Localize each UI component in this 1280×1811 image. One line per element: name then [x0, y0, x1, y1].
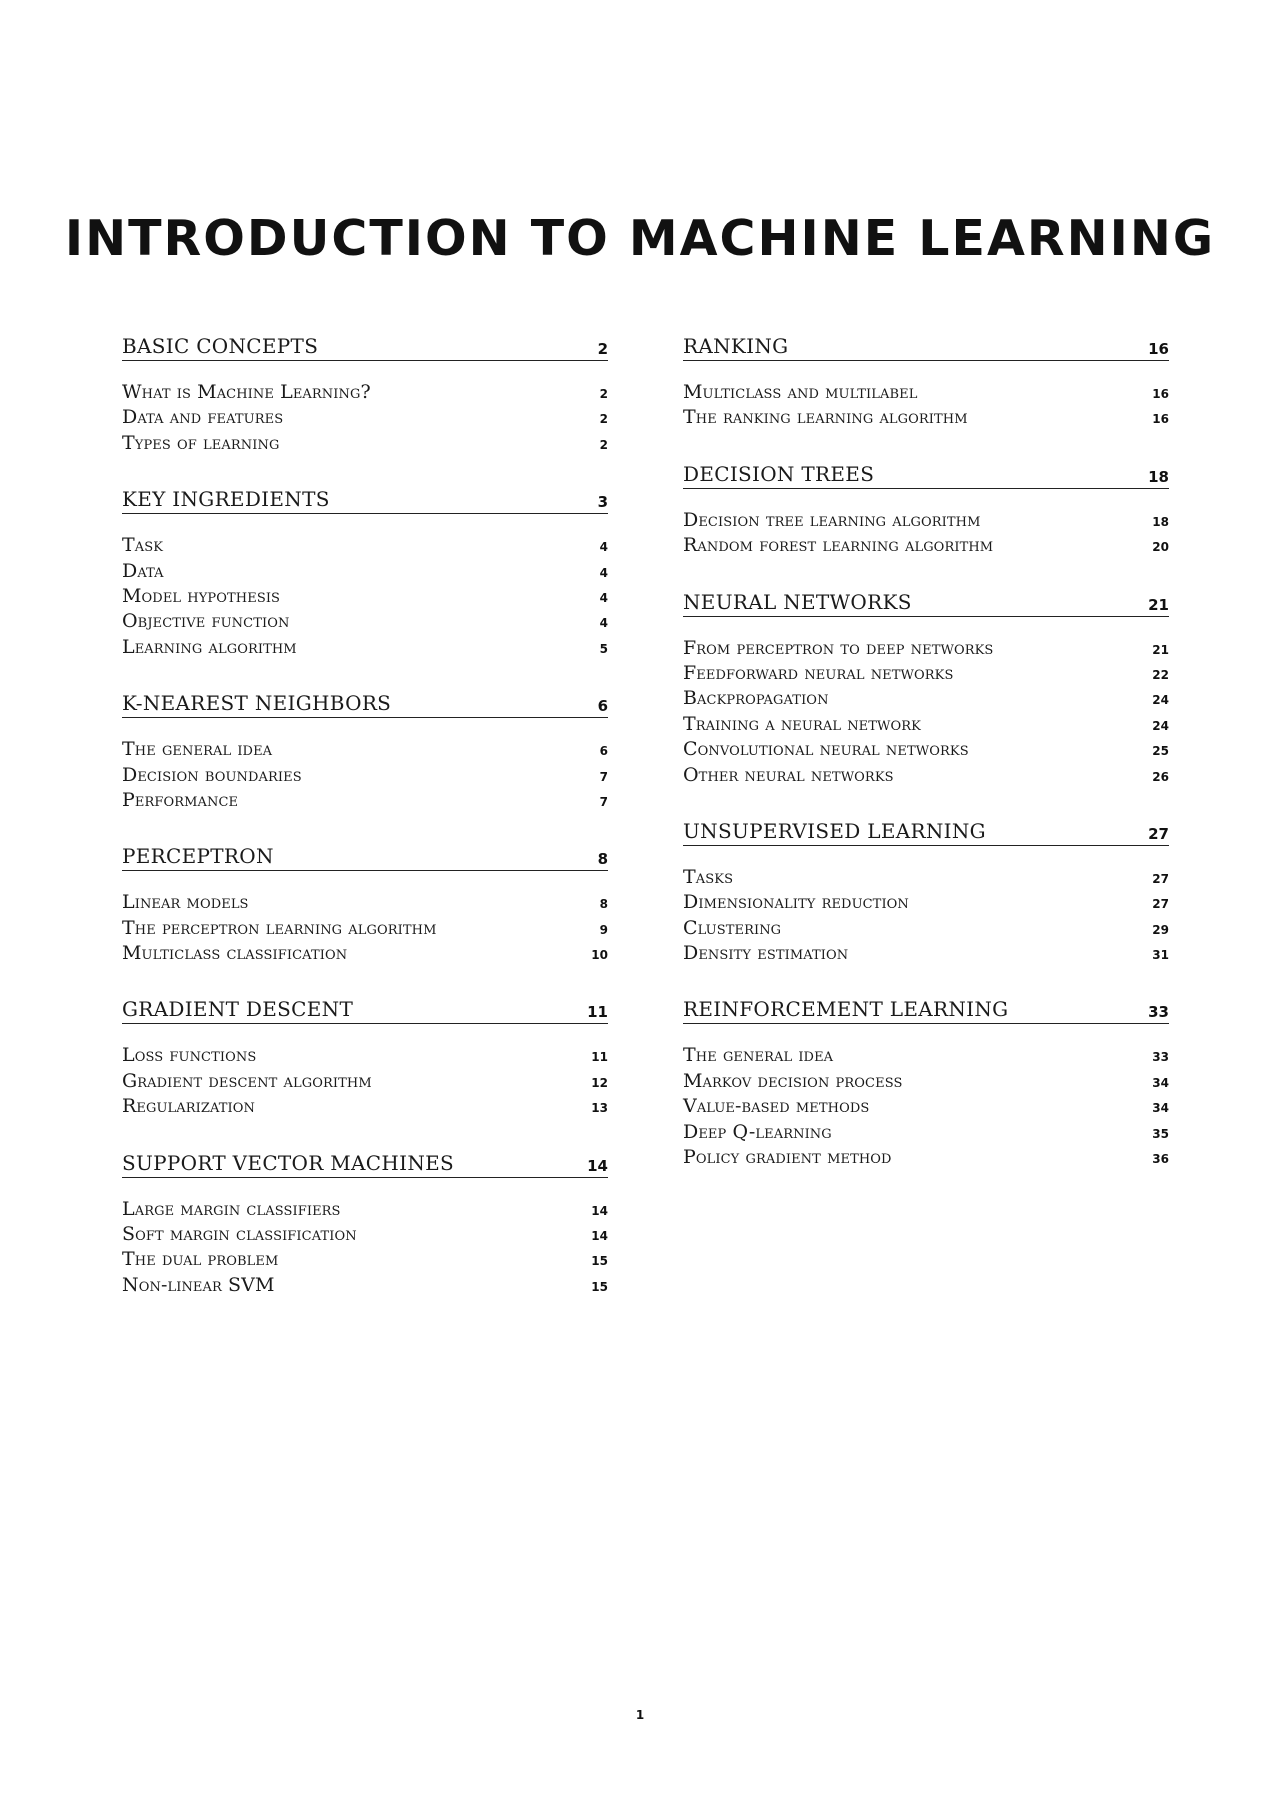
entry-title: Decision boundaries [122, 763, 302, 786]
entry-title: Non-linear SVM [122, 1273, 275, 1296]
section-heading[interactable] [122, 1143, 608, 1178]
entry-page-number: 15 [591, 1279, 608, 1294]
entry-page-number: 7 [599, 794, 608, 809]
section-heading[interactable] [122, 836, 608, 871]
entry-title: Markov decision process [683, 1069, 903, 1092]
section-title: BASIC CONCEPTS [122, 334, 319, 358]
section-title: KEY INGREDIENTS [122, 487, 330, 512]
entry-page-number: 27 [1152, 871, 1169, 886]
toc-entry[interactable] [122, 891, 608, 916]
page-title: INTRODUCTION TO MACHINE LEARNING [64, 209, 1216, 267]
entry-page-number: 24 [1152, 693, 1169, 708]
entry-page-number: 8 [599, 897, 608, 912]
section-heading[interactable] [122, 479, 608, 514]
entry-title: Large margin classifiers [122, 1197, 341, 1220]
entry-title: Linear models [122, 891, 249, 914]
entry-title: Soft margin classification [122, 1223, 357, 1246]
toc-entry[interactable] [683, 381, 1169, 406]
toc-entry[interactable] [122, 1044, 608, 1069]
toc-entry[interactable] [683, 662, 1169, 687]
toc-section [122, 326, 608, 457]
entry-title: Random forest learning algorithm [683, 534, 994, 557]
toc-entry[interactable] [122, 534, 608, 559]
entry-page-number: 24 [1152, 718, 1169, 733]
section-heading[interactable] [122, 326, 608, 361]
entry-page-number: 4 [599, 565, 608, 580]
section-page-number: 3 [597, 493, 608, 512]
section-page-number: 14 [587, 1156, 608, 1175]
entry-title: Task [122, 534, 164, 557]
entry-page-number: 26 [1152, 769, 1169, 784]
section-page-number: 21 [1148, 595, 1169, 614]
entry-page-number: 5 [599, 641, 608, 656]
section-heading[interactable] [122, 683, 608, 718]
section-title: REINFORCEMENT LEARNING [683, 997, 1009, 1022]
toc-entry[interactable] [683, 406, 1169, 431]
toc-entry[interactable] [122, 585, 608, 610]
toc-entry[interactable] [683, 1095, 1169, 1120]
entry-page-number: 4 [599, 540, 608, 555]
entry-title: Clustering [683, 916, 782, 939]
entry-title: Decision tree learning algorithm [683, 508, 981, 531]
entry-title: The general idea [683, 1044, 834, 1067]
entry-title: Tasks [683, 865, 734, 888]
entry-title: Data and features [122, 406, 284, 429]
toc-entry[interactable] [122, 381, 608, 406]
section-page-number: 16 [1148, 340, 1169, 358]
toc-section [683, 811, 1169, 968]
section-page-number: 2 [597, 340, 608, 358]
entry-page-number: 20 [1152, 540, 1169, 555]
toc-column-right [683, 326, 1169, 1193]
toc-entry[interactable] [122, 1248, 608, 1273]
entry-title: The dual problem [122, 1248, 279, 1271]
toc-entry[interactable] [683, 509, 1169, 534]
section-page-number: 8 [597, 850, 608, 869]
toc-entry[interactable] [683, 866, 1169, 891]
entry-page-number: 29 [1152, 922, 1169, 937]
entry-title: Dimensionality reduction [683, 891, 909, 914]
entry-page-number: 27 [1152, 897, 1169, 912]
toc-entry[interactable] [683, 738, 1169, 763]
entry-page-number: 16 [1152, 387, 1169, 401]
toc-entry[interactable] [683, 1070, 1169, 1095]
entry-title: Policy gradient method [683, 1146, 892, 1169]
entry-title: Learning algorithm [122, 635, 297, 658]
entry-title: Types of learning [122, 431, 280, 454]
entry-page-number: 13 [591, 1101, 608, 1116]
toc-entry[interactable] [683, 534, 1169, 559]
toc-section [683, 454, 1169, 560]
section-heading[interactable] [122, 989, 608, 1024]
entry-page-number: 34 [1152, 1075, 1169, 1090]
toc-entry[interactable] [683, 942, 1169, 967]
entry-title: Feedforward neural networks [683, 661, 954, 684]
toc-section [122, 683, 608, 814]
section-title: NEURAL NETWORKS [683, 589, 912, 614]
toc-entry[interactable] [122, 917, 608, 942]
toc-entry[interactable] [683, 1121, 1169, 1146]
entry-page-number: 11 [591, 1050, 608, 1065]
section-page-number: 18 [1148, 467, 1169, 486]
toc-entry[interactable] [122, 1095, 608, 1120]
entry-title: Regularization [122, 1095, 256, 1118]
toc-entry[interactable] [122, 406, 608, 431]
entry-page-number: 4 [599, 590, 608, 605]
entry-title: Density estimation [683, 942, 849, 965]
entry-page-number: 14 [591, 1229, 608, 1244]
entry-title: Other neural networks [683, 763, 894, 786]
section-title: RANKING [683, 334, 789, 358]
toc-entry[interactable] [122, 1070, 608, 1095]
toc-entry[interactable] [683, 917, 1169, 942]
entry-page-number: 25 [1152, 744, 1169, 759]
entry-title: The general idea [122, 738, 273, 761]
entry-title: Gradient descent algorithm [122, 1069, 372, 1092]
toc-entry[interactable] [683, 1146, 1169, 1171]
entry-title: Model hypothesis [122, 584, 281, 607]
toc-entry[interactable] [122, 636, 608, 661]
entry-page-number: 36 [1152, 1152, 1169, 1167]
entry-title: Backpropagation [683, 687, 829, 710]
entry-title: Value-based methods [683, 1095, 870, 1118]
section-title: SUPPORT VECTOR MACHINES [122, 1150, 455, 1175]
toc-entry[interactable] [122, 1274, 608, 1299]
entry-page-number: 6 [599, 744, 608, 759]
entry-title: Training a neural network [683, 712, 921, 735]
toc-section [122, 836, 608, 967]
entry-page-number: 4 [599, 616, 608, 631]
entry-page-number: 12 [591, 1075, 608, 1090]
toc-section [683, 989, 1169, 1171]
toc-section [683, 582, 1169, 789]
entry-title: Loss functions [122, 1044, 257, 1067]
section-page-number: 11 [587, 1003, 608, 1022]
entry-title: Multiclass and multilabel [683, 381, 918, 403]
entry-page-number: 16 [1152, 412, 1169, 427]
toc-entry[interactable] [122, 764, 608, 789]
section-title: K-NEAREST NEIGHBORS [122, 691, 392, 716]
entry-page-number: 15 [591, 1254, 608, 1269]
toc-section [122, 1143, 608, 1300]
section-heading[interactable] [683, 811, 1169, 846]
entry-page-number: 33 [1152, 1050, 1169, 1065]
toc-entry[interactable] [683, 687, 1169, 712]
entry-title: Multiclass classification [122, 942, 348, 965]
entry-title: Convolutional neural networks [683, 738, 969, 761]
entry-page-number: 2 [599, 437, 608, 452]
entry-page-number: 14 [591, 1203, 608, 1218]
section-heading[interactable] [683, 454, 1169, 489]
toc-column-left [122, 326, 608, 1321]
section-page-number: 33 [1148, 1003, 1169, 1022]
section-title: PERCEPTRON [122, 844, 274, 869]
entry-page-number: 22 [1152, 667, 1169, 682]
section-heading[interactable] [683, 989, 1169, 1024]
entry-page-number: 18 [1152, 514, 1169, 529]
toc-entry[interactable] [683, 764, 1169, 789]
entry-page-number: 21 [1152, 642, 1169, 657]
entry-page-number: 10 [591, 948, 608, 963]
toc-entry[interactable] [122, 432, 608, 457]
entry-title: The ranking learning algorithm [683, 406, 968, 429]
entry-title: Deep Q-learning [683, 1120, 832, 1143]
entry-page-number: 2 [599, 387, 608, 401]
entry-title: Performance [122, 788, 239, 811]
entry-page-number: 35 [1152, 1126, 1169, 1141]
toc-entry[interactable] [683, 637, 1169, 662]
entry-title: From perceptron to deep networks [683, 636, 994, 659]
toc-entry[interactable] [122, 942, 608, 967]
toc-entry[interactable] [122, 560, 608, 585]
toc-entry[interactable] [122, 789, 608, 814]
entry-page-number: 31 [1152, 948, 1169, 963]
toc-entry[interactable] [122, 610, 608, 635]
page-number: 1 [635, 1708, 645, 1722]
entry-title: Data [122, 559, 164, 582]
section-title: UNSUPERVISED LEARNING [683, 818, 986, 843]
section-title: GRADIENT DESCENT [122, 997, 354, 1022]
entry-title: The perceptron learning algorithm [122, 916, 437, 939]
toc-entry[interactable] [683, 1044, 1169, 1069]
section-heading[interactable] [683, 326, 1169, 361]
entry-page-number: 9 [599, 922, 608, 937]
entry-title: Objective function [122, 610, 290, 633]
section-title: DECISION TREES [683, 461, 875, 486]
entry-page-number: 7 [599, 769, 608, 784]
section-heading[interactable] [683, 582, 1169, 617]
section-page-number: 6 [597, 697, 608, 716]
section-page-number: 27 [1148, 824, 1169, 843]
entry-title: What is Machine Learning? [122, 381, 371, 403]
toc-entry[interactable] [683, 713, 1169, 738]
toc-entry[interactable] [122, 1223, 608, 1248]
toc-entry[interactable] [683, 891, 1169, 916]
toc-entry[interactable] [122, 1198, 608, 1223]
entry-page-number: 34 [1152, 1101, 1169, 1116]
toc-section [683, 326, 1169, 432]
toc-entry[interactable] [122, 738, 608, 763]
toc-section [122, 479, 608, 661]
toc-section [122, 989, 608, 1120]
entry-page-number: 2 [599, 412, 608, 427]
